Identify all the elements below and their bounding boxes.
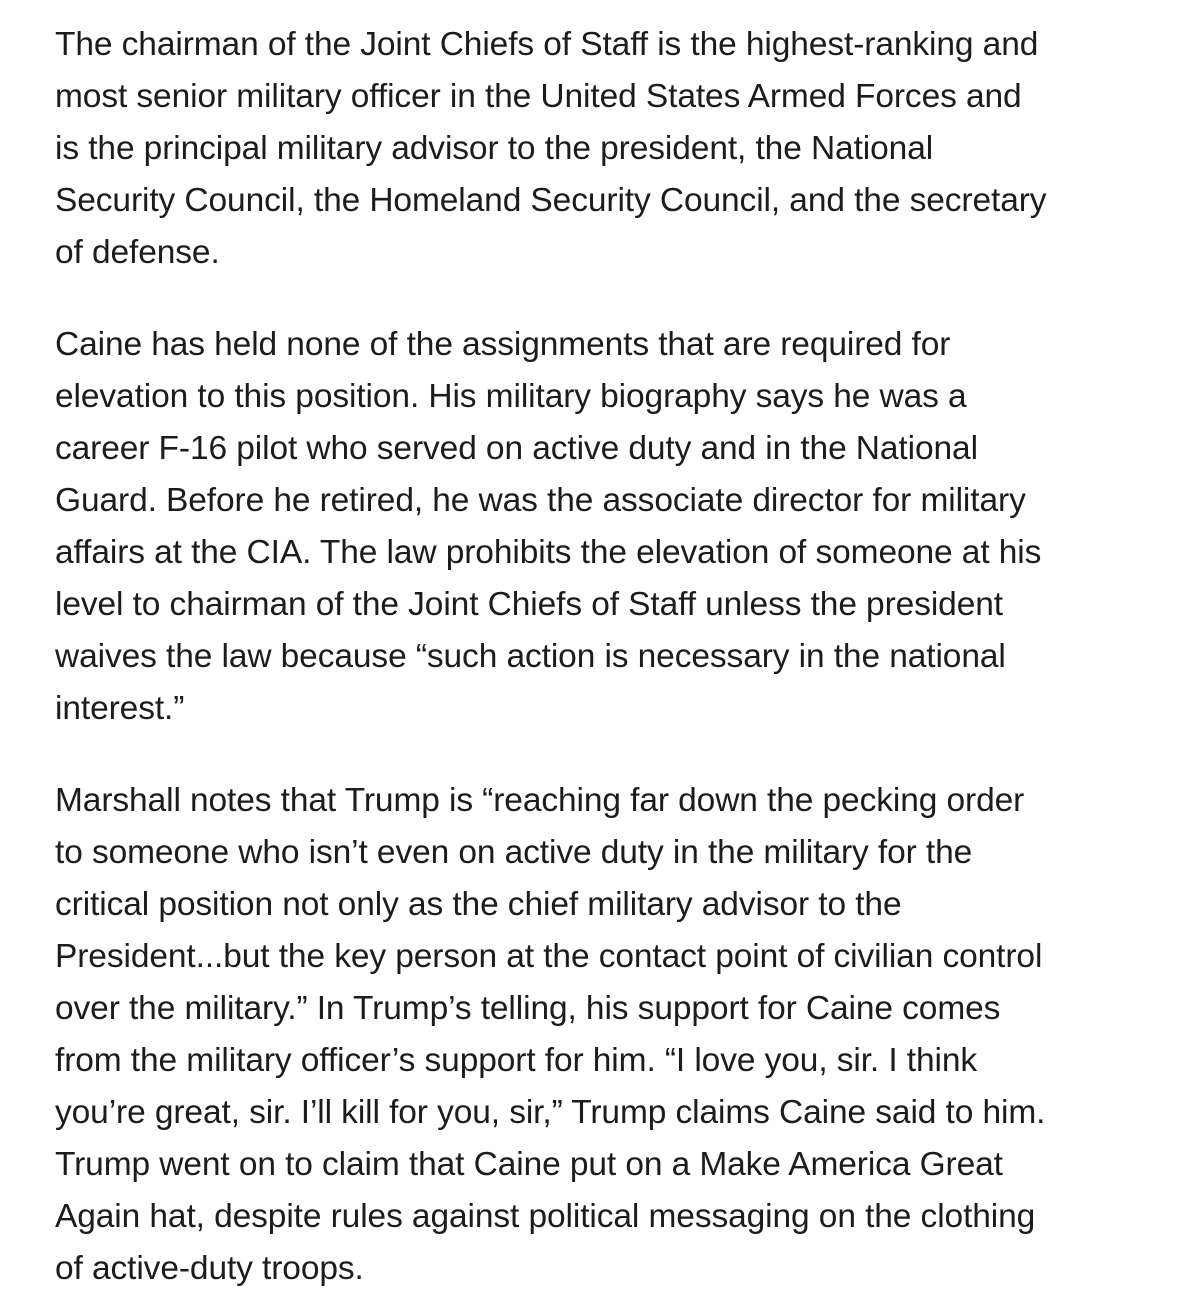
text-line: affairs at the CIA. The law prohibits the elevation of someone at his — [55, 534, 1042, 571]
text-line: Guard. Before he retired, he was the associate director for military — [55, 482, 1026, 519]
text-line: Caine has held none of the assignments that are required for — [55, 326, 951, 363]
text-line: career F-16 pilot who served on active duty and in the National — [55, 430, 978, 467]
article-body — [55, 19, 1175, 1295]
text-line: interest.” — [55, 690, 185, 727]
text-line: level to chairman of the Joint Chiefs of Staff unless the president — [55, 586, 1003, 623]
text-line: Marshall notes that Trump is “reaching far down the pecking order — [55, 782, 1025, 819]
text-line: waives the law because “such action is necessary in the national — [55, 638, 1006, 675]
paragraph-chairman-role — [55, 19, 1175, 279]
text-line: The chairman of the Joint Chiefs of Staff is the highest-ranking and — [55, 26, 1039, 63]
text-line: Again hat, despite rules against political messaging on the clothing — [55, 1198, 1036, 1235]
text-line: of active-duty troops. — [55, 1250, 364, 1287]
text-line: most senior military officer in the United States Armed Forces and — [55, 78, 1022, 115]
text-line: critical position not only as the chief military advisor to the — [55, 886, 902, 923]
text-line: over the military.” In Trump’s telling, his support for Caine comes — [55, 990, 1001, 1027]
text-line: you’re great, sir. I’ll kill for you, sir,” Trump claims Caine said to him. — [55, 1094, 1046, 1131]
text-line: Security Council, the Homeland Security Council, and the secretary — [55, 182, 1047, 219]
text-line: of defense. — [55, 234, 220, 271]
text-line: from the military officer’s support for him. “I love you, sir. I think — [55, 1042, 978, 1079]
paragraph-marshall-notes — [55, 775, 1175, 1295]
text-line: elevation to this position. His military biography says he was a — [55, 378, 967, 415]
text-line: to someone who isn’t even on active duty in the military for the — [55, 834, 973, 871]
text-line: President...but the key person at the contact point of civilian control — [55, 938, 1043, 975]
text-line: Trump went on to claim that Caine put on a Make America Great — [55, 1146, 1003, 1183]
paragraph-caine-qualifications — [55, 319, 1175, 735]
text-line: is the principal military advisor to the president, the National — [55, 130, 934, 167]
